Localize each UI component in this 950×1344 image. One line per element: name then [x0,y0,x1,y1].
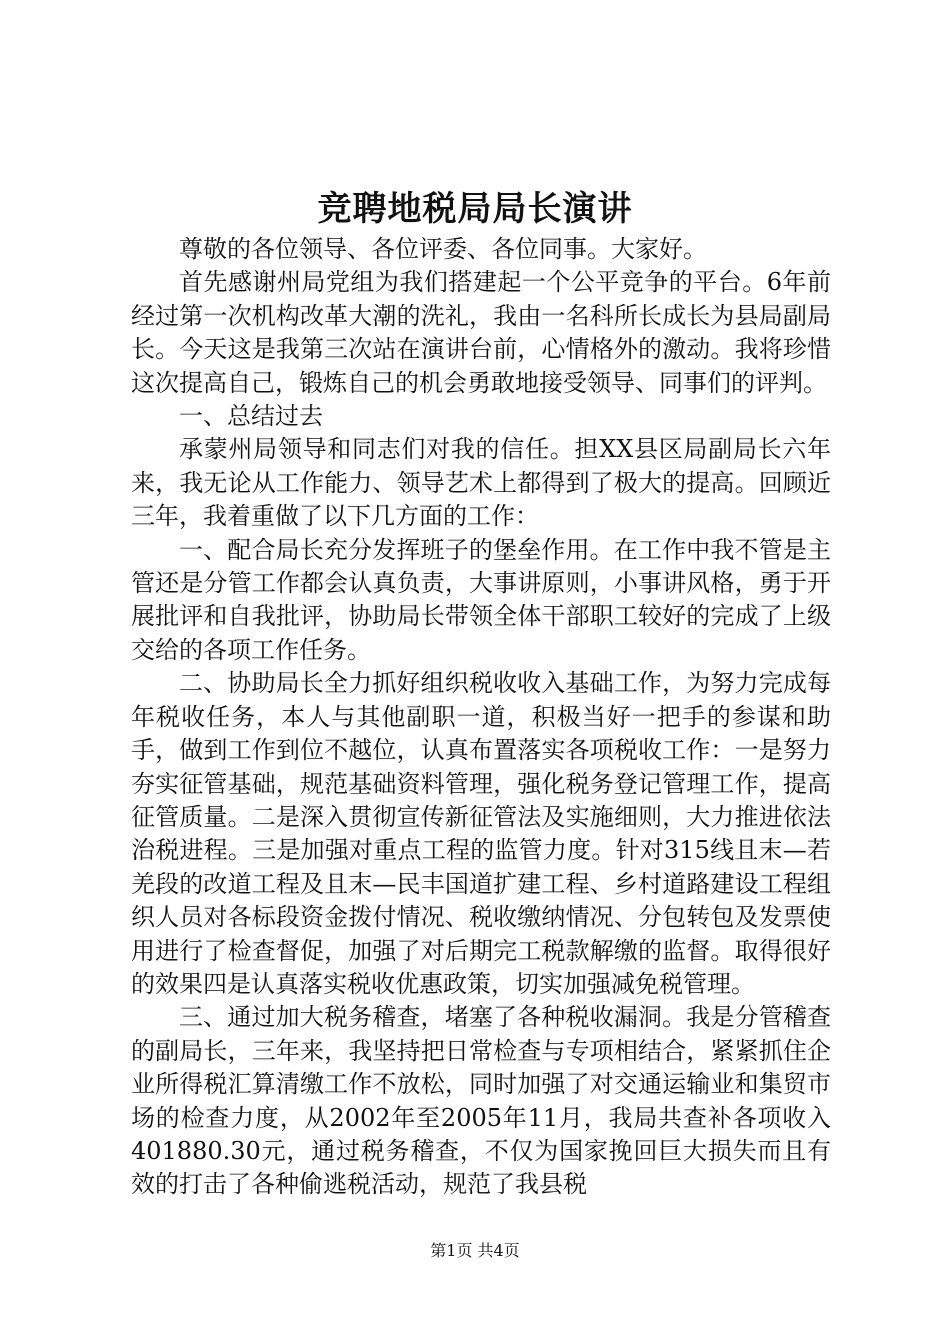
document-title: 竞聘地税局局长演讲 [317,189,633,229]
document-body [131,233,831,1202]
paragraph-intro: 首先感谢州局党组为我们搭建起一个公平竞争的平台。6年前经过第一次机构改革大潮的洗礼，我由一名科所长成长为县局副局长。今天这是我第三次站在演讲台前，心情格外的激动。我将珍惜这次提高自己，锻炼自己的机会勇敢地接受领导、同事们的评判。 [131,268,831,397]
paragraph-point-two: 二、协助局长全力抓好组织税收收入基础工作，为努力完成每年税收任务，本人与其他副职一道，积极当好一把手的参谋和助手，做到工作到位不越位，认真布置落实各项税收工作：一是努力夯实征管基础，规范基础资料管理，强化税务登记管理工作，提高征管质量。二是深入贯彻宣传新征管法及实施细则，大力推进依法治税进程。三是加强对重点工程的监管力度。针对315线且末—若羌段的改道工程及且末—民丰国道扩建工程、乡村道路建设工程组织人员对各标段资金拨付情况、税收缴纳情况、分包转包及发票使用进行了检查督促，加强了对后期完工税款解缴的监督。取得很好的效果四是认真落实税收优惠政策，切实加强减免税管理。 [131,669,831,998]
paragraph-greeting: 尊敬的各位领导、各位评委、各位同事。大家好。 [179,235,707,263]
section-heading: 一、总结过去 [179,402,323,431]
paragraph-summary: 承蒙州局领导和同志们对我的信任。担XX县区局副局长六年来，我无论从工作能力、领导艺术上都得到了极大的提高。回顾近三年，我着重做了以下几方面的工作： [131,435,831,531]
paragraph-point-three: 三、通过加大税务稽查，堵塞了各种税收漏洞。我是分管稽查的副局长，三年来，我坚持把日常检查与专项相结合，紧紧抓住企业所得税汇算清缴工作不放松，同时加强了对交通运输业和集贸市场的检查力度，从2002年至2005年11月，我局共查补各项收入401880.30元，通过税务稽查，不仅为国家挽回巨大损失而且有效的打击了各种偷逃税活动，规范了我县税 [131,1003,831,1199]
paragraph-point-one: 一、配合局长充分发挥班子的堡垒作用。在工作中我不管是主管还是分管工作都会认真负责，大事讲原则，小事讲风格，勇于开展批评和自我批评，协助局长带领全体干部职工较好的完成了上级交给的各项工作任务。 [131,535,831,664]
page-number-footer: 第1页 共4页 [430,1241,520,1260]
